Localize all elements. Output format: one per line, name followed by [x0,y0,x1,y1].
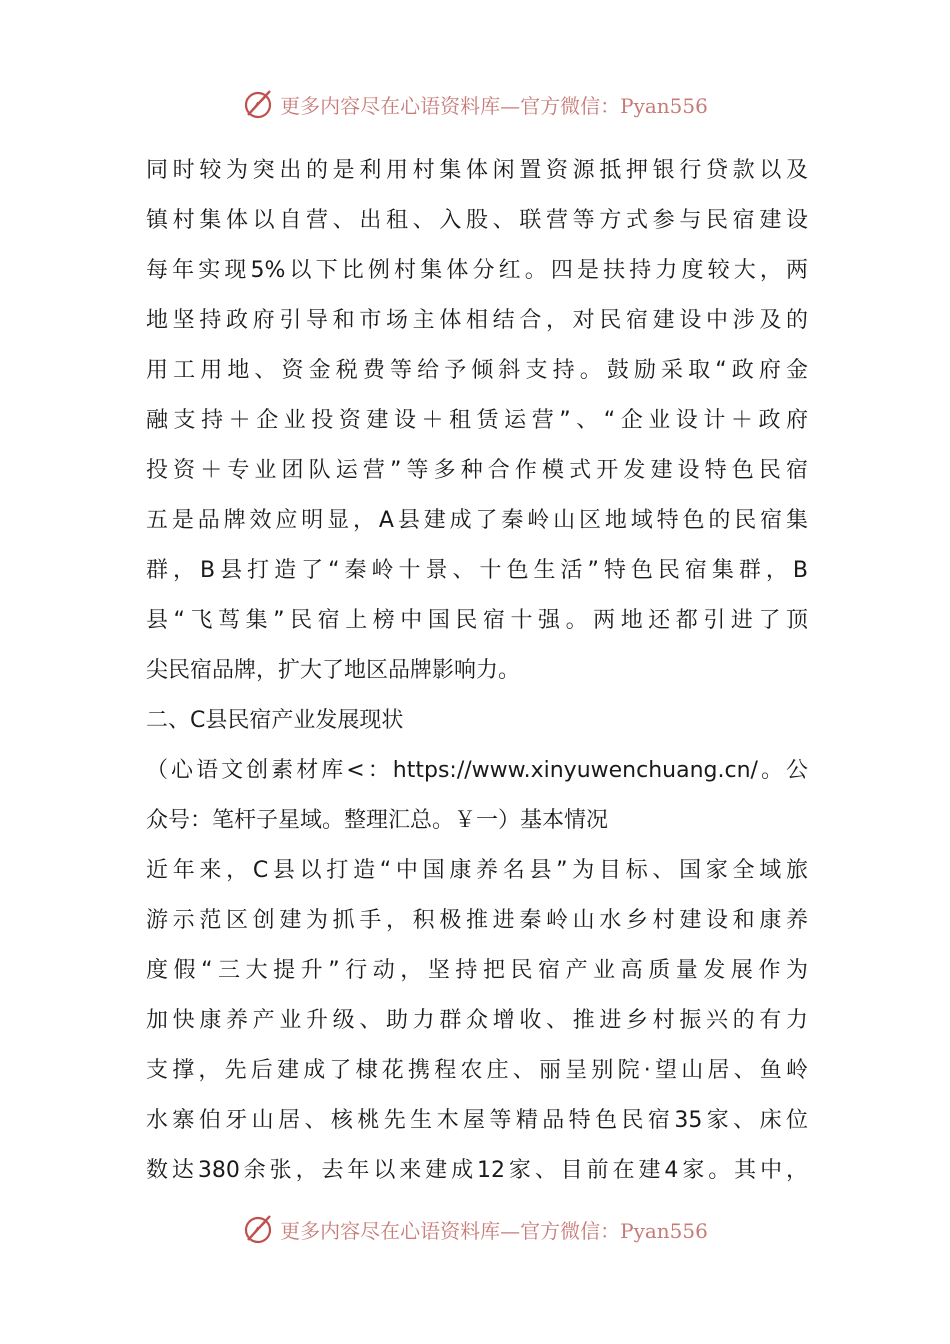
body-line: 镇村集体以自营、出租、入股、联营等方式参与民宿建设 [146,208,808,233]
body-line: 用工用地、资金税费等给予倾斜支持。鼓励采取“政府金 [146,358,808,383]
body-line: 地坚持政府引导和市场主体相结合，对民宿建设中涉及的 [146,308,808,333]
quill-logo-icon [242,87,276,121]
body-line: 水寨伯牙山居、核桃先生木屋等精品特色民宿35家、床位 [146,1108,808,1133]
quill-logo-icon [242,1212,276,1246]
body-line: 众号：笔杆子星域。整理汇总。￥一）基本情况 [146,808,609,833]
body-line: 投资＋专业团队运营”等多种合作模式开发建设特色民宿 [146,458,808,483]
document-body [146,146,808,1196]
body-line: 同时较为突出的是利用村集体闲置资源抵押银行贷款以及 [146,158,808,183]
body-line: 每年实现5%以下比例村集体分红。四是扶持力度较大，两 [146,258,808,283]
body-line: 数达380余张，去年以来建成12家、目前在建4家。其中， [146,1158,808,1183]
body-line: 融支持＋企业投资建设＋租赁运营”、“企业设计＋政府 [146,408,808,433]
body-line: 县“飞茑集”民宿上榜中国民宿十强。两地还都引进了顶 [146,608,808,633]
footer-watermark-text: 更多内容尽在心语资料库—官方微信：Pyan556 [280,1218,708,1243]
body-line: 五是品牌效应明显，A县建成了秦岭山区地域特色的民宿集 [146,508,808,533]
section-heading: 二、C县民宿产业发展现状 [146,708,404,733]
body-line: 尖民宿品牌，扩大了地区品牌影响力。 [146,658,521,683]
footer-watermark-banner [0,1209,950,1249]
body-line: 近年来，C县以打造“中国康养名县”为目标、国家全域旅 [146,858,808,883]
body-line: 群，B县打造了“秦岭十景、十色生活”特色民宿集群，B [146,558,808,583]
header-watermark-banner [0,84,950,124]
body-line: 度假“三大提升”行动，坚持把民宿产业高质量发展作为 [146,958,808,983]
body-line: 支撑，先后建成了棣花携程农庄、丽呈别院·望山居、鱼岭 [146,1058,808,1083]
body-line: （心语文创素材库<：https://www.xinyuwenchuang.cn/。公 [146,758,808,783]
body-line: 加快康养产业升级、助力群众增收、推进乡村振兴的有力 [146,1008,808,1033]
body-line: 游示范区创建为抓手，积极推进秦岭山水乡村建设和康养 [146,908,808,933]
header-watermark-text: 更多内容尽在心语资料库—官方微信：Pyan556 [280,93,708,118]
